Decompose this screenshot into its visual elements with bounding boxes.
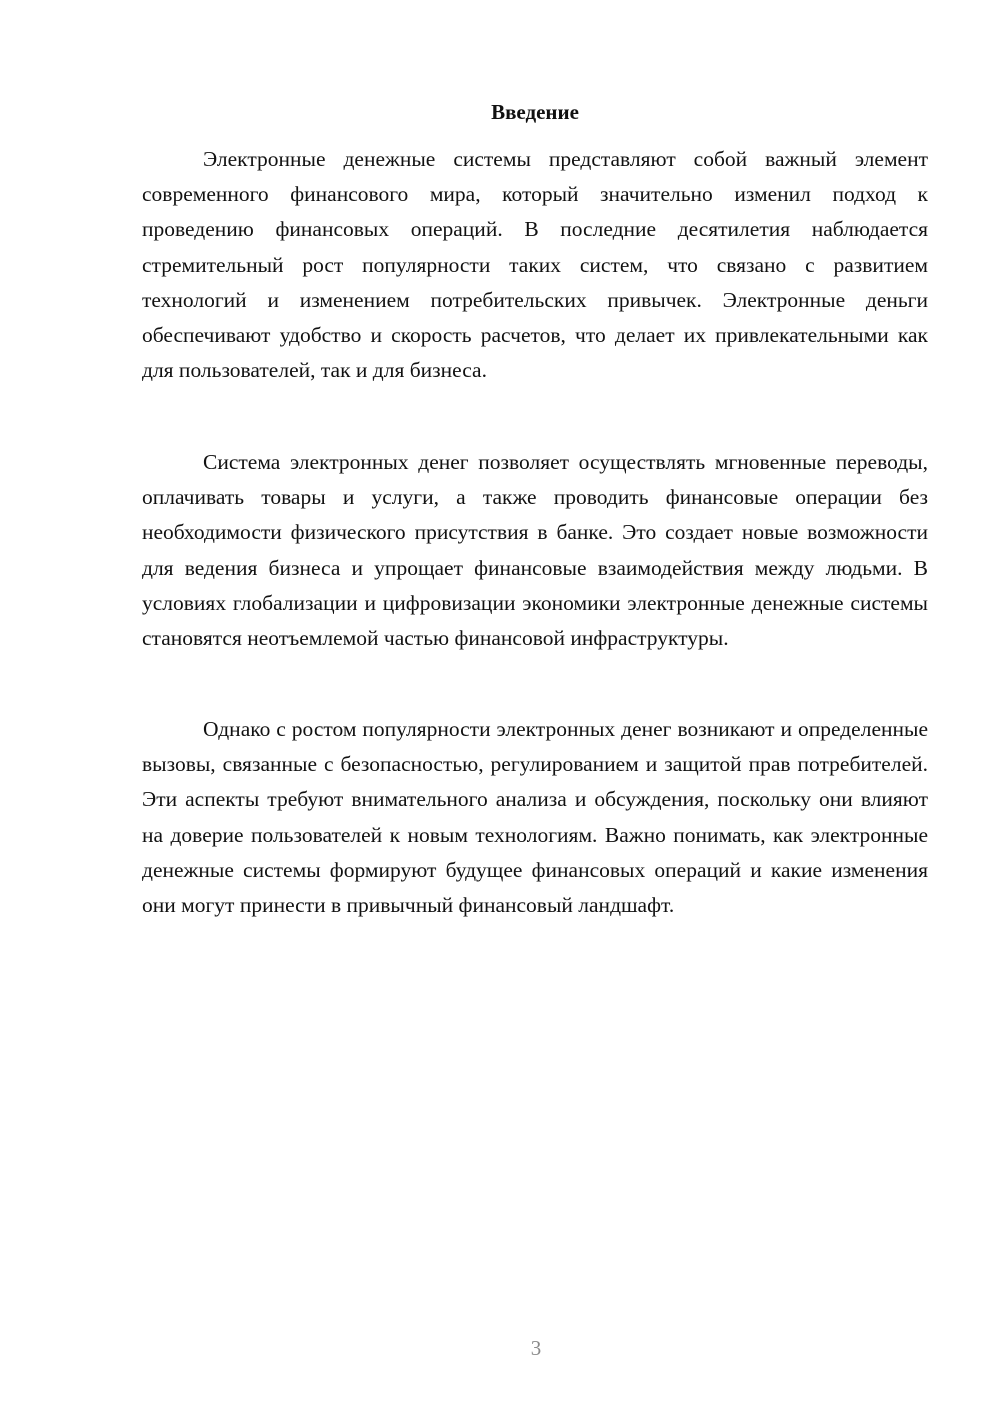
paragraph-2: Система электронных денег позволяет осуществлять мгновенные переводы, оплачивать товары и услуги, а также проводить финансовые операции без необходимости физического присутствия в банке. Это создает новые возможности для ведения бизнеса и упрощает финансовые взаимодействия между людьми. В условиях глобализации и цифровизации экономики электронные денежные системы становятся неотъемлемой частью финансовой инфраструктуры. — [142, 450, 928, 651]
page-number: 3 — [530, 1336, 542, 1360]
section-heading: Введение — [491, 100, 579, 124]
paragraph-3: Однако с ростом популярности электронных денег возникают и определенные вызовы, связанные с безопасностью, регулированием и защитой прав потребителей. Эти аспекты требуют внимательного анализа и обсуждения, поскольку они влияют на доверие пользователей к новым технологиям. Важно понимать, как электронные денежные системы формируют будущее финансовых операций и какие изменения они могут принести в привычный финансовый ландшафт. — [142, 717, 928, 918]
paragraph-1: Электронные денежные системы представляют собой важный элемент современного финансового мира, который значительно изменил подход к проведению финансовых операций. В последние десятилетия наблюдается стремительный рост популярности таких систем, что связано с развитием технологий и изменением потребительских привычек. Электронные деньги обеспечивают удобство и скорость расчетов, что делает их привлекательными как для пользователей, так и для бизнеса. — [142, 147, 928, 383]
